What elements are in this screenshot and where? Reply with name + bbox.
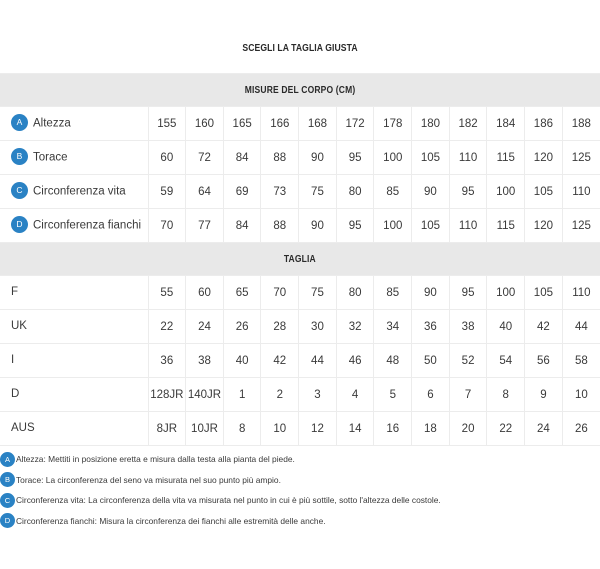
letter-badge-icon: B (11, 148, 28, 165)
table-cell: 55 (148, 276, 186, 310)
table-cell: 42 (525, 310, 563, 344)
table-cell: 4 (336, 378, 374, 412)
table-cell: 184 (487, 107, 525, 141)
table-cell: 26 (562, 412, 600, 446)
table-cell: 115 (487, 141, 525, 175)
table-cell: 65 (223, 276, 261, 310)
size-conversion-row (0, 412, 600, 446)
table-cell: 6 (412, 378, 450, 412)
table-cell: 80 (336, 276, 374, 310)
table-cell: 32 (336, 310, 374, 344)
table-cell: 95 (449, 175, 487, 209)
table-cell: 24 (525, 412, 563, 446)
section-header-label: MISURE DEL CORPO (CM) (244, 84, 356, 96)
body-measurement-row (0, 209, 600, 243)
table-cell: 75 (299, 276, 337, 310)
body-measurement-row (0, 141, 600, 175)
table-cell: 100 (374, 209, 412, 243)
size-conversion-row (0, 344, 600, 378)
row-label-text: Circonferenza fianchi (33, 219, 142, 232)
table-cell: 36 (148, 344, 186, 378)
table-cell: 8 (487, 378, 525, 412)
table-cell: 105 (412, 141, 450, 175)
table-cell: 180 (412, 107, 450, 141)
table-cell: 85 (374, 175, 412, 209)
table-cell: 125 (562, 209, 600, 243)
table-cell: 84 (223, 209, 261, 243)
table-cell: 9 (525, 378, 563, 412)
table-cell: 24 (186, 310, 224, 344)
table-cell: 105 (525, 276, 563, 310)
table-cell: 8JR (148, 412, 186, 446)
table-cell: 50 (412, 344, 450, 378)
table-cell: 110 (562, 175, 600, 209)
letter-badge-icon: C (11, 182, 28, 199)
table-cell: 5 (374, 378, 412, 412)
table-cell: 178 (374, 107, 412, 141)
table-cell: 40 (487, 310, 525, 344)
table-cell: 120 (525, 141, 563, 175)
table-cell: 120 (525, 209, 563, 243)
table-cell: 186 (525, 107, 563, 141)
row-label (0, 175, 148, 209)
table-cell: 77 (186, 209, 224, 243)
table-cell: 40 (223, 344, 261, 378)
body-measurement-row (0, 107, 600, 141)
row-label (0, 310, 148, 344)
table-cell: 46 (336, 344, 374, 378)
table-cell: 90 (412, 175, 450, 209)
table-cell: 30 (299, 310, 337, 344)
table-cell: 54 (487, 344, 525, 378)
measurement-notes (0, 449, 600, 531)
row-label-text: UK (11, 320, 27, 333)
table-cell: 95 (336, 209, 374, 243)
table-cell: 100 (487, 276, 525, 310)
table-cell: 172 (336, 107, 374, 141)
row-label-text: Circonferenza vita (33, 185, 126, 198)
table-cell: 95 (336, 141, 374, 175)
row-label (0, 378, 148, 412)
table-cell: 90 (299, 209, 337, 243)
table-cell: 60 (148, 141, 186, 175)
table-cell: 34 (374, 310, 412, 344)
table-cell: 38 (186, 344, 224, 378)
table-cell: 16 (374, 412, 412, 446)
note-text: Altezza: Mettiti in posizione eretta e misura dalla testa alla pianta del piede. (16, 454, 295, 465)
letter-badge-icon: A (11, 114, 28, 131)
row-label-text: AUS (11, 422, 35, 435)
table-cell: 88 (261, 141, 299, 175)
row-label-text: F (11, 286, 19, 299)
table-cell: 12 (299, 412, 337, 446)
row-label-text: D (11, 388, 20, 401)
table-cell: 70 (261, 276, 299, 310)
letter-badge-icon: D (0, 513, 15, 528)
table-cell: 44 (299, 344, 337, 378)
table-cell: 70 (148, 209, 186, 243)
note-item (0, 490, 600, 511)
table-cell: 10JR (186, 412, 224, 446)
table-cell: 85 (374, 276, 412, 310)
row-label (0, 412, 148, 446)
table-cell: 88 (261, 209, 299, 243)
note-text: Torace: La circonferenza del seno va misurata nel suo punto più ampio. (16, 474, 281, 485)
table-cell: 75 (299, 175, 337, 209)
table-cell: 160 (186, 107, 224, 141)
row-label-text: Torace (33, 151, 68, 164)
table-cell: 38 (449, 310, 487, 344)
table-cell: 18 (412, 412, 450, 446)
table-cell: 58 (562, 344, 600, 378)
table-cell: 188 (562, 107, 600, 141)
row-label-text: Altezza (33, 117, 71, 130)
note-text: Circonferenza fianchi: Misura la circonferenza dei fianchi alle estremità delle anche. (16, 515, 326, 526)
table-cell: 22 (148, 310, 186, 344)
table-cell: 42 (261, 344, 299, 378)
row-label (0, 209, 148, 243)
table-cell: 90 (412, 276, 450, 310)
table-cell: 7 (449, 378, 487, 412)
section-header-label: TAGLIA (283, 253, 317, 265)
table-cell: 72 (186, 141, 224, 175)
table-cell: 110 (449, 141, 487, 175)
table-cell: 26 (223, 310, 261, 344)
table-cell: 52 (449, 344, 487, 378)
table-cell: 110 (449, 209, 487, 243)
letter-badge-icon: C (0, 493, 15, 508)
section-header-body-measurements (0, 74, 600, 107)
table-cell: 10 (562, 378, 600, 412)
table-cell: 182 (449, 107, 487, 141)
table-cell: 166 (261, 107, 299, 141)
table-cell: 36 (412, 310, 450, 344)
table-cell: 20 (449, 412, 487, 446)
table-cell: 48 (374, 344, 412, 378)
note-item (0, 449, 600, 470)
table-cell: 95 (449, 276, 487, 310)
table-cell: 105 (525, 175, 563, 209)
letter-badge-icon: D (11, 216, 28, 233)
letter-badge-icon: B (0, 472, 15, 487)
table-cell: 84 (223, 141, 261, 175)
size-conversion-row (0, 310, 600, 344)
size-chart-table (0, 73, 600, 446)
table-cell: 80 (336, 175, 374, 209)
table-cell: 3 (299, 378, 337, 412)
table-cell: 28 (261, 310, 299, 344)
table-cell: 59 (148, 175, 186, 209)
table-cell: 64 (186, 175, 224, 209)
table-cell: 128JR (148, 378, 186, 412)
table-cell: 1 (223, 378, 261, 412)
table-cell: 22 (487, 412, 525, 446)
table-cell: 125 (562, 141, 600, 175)
table-cell: 90 (299, 141, 337, 175)
table-cell: 105 (412, 209, 450, 243)
table-cell: 69 (223, 175, 261, 209)
table-cell: 2 (261, 378, 299, 412)
size-conversion-row (0, 276, 600, 310)
table-cell: 73 (261, 175, 299, 209)
row-label-text: I (11, 354, 15, 367)
table-cell: 165 (223, 107, 261, 141)
table-cell: 44 (562, 310, 600, 344)
note-text: Circonferenza vita: La circonferenza della vita va misurata nel punto in cui è più sottile, sotto l'altezza delle costole. (16, 495, 441, 506)
table-cell: 100 (374, 141, 412, 175)
note-item (0, 470, 600, 491)
table-cell: 100 (487, 175, 525, 209)
table-cell: 115 (487, 209, 525, 243)
row-label (0, 344, 148, 378)
page-title: SCEGLI LA TAGLIA GIUSTA (242, 42, 358, 54)
size-conversion-row (0, 378, 600, 412)
table-cell: 168 (299, 107, 337, 141)
table-cell: 56 (525, 344, 563, 378)
table-cell: 155 (148, 107, 186, 141)
table-cell: 10 (261, 412, 299, 446)
row-label (0, 276, 148, 310)
table-cell: 8 (223, 412, 261, 446)
table-cell: 140JR (186, 378, 224, 412)
body-measurement-row (0, 175, 600, 209)
note-item (0, 511, 600, 532)
letter-badge-icon: A (0, 452, 15, 467)
row-label (0, 107, 148, 141)
table-cell: 110 (562, 276, 600, 310)
section-header-sizes (0, 243, 600, 276)
row-label (0, 141, 148, 175)
table-cell: 14 (336, 412, 374, 446)
table-cell: 60 (186, 276, 224, 310)
